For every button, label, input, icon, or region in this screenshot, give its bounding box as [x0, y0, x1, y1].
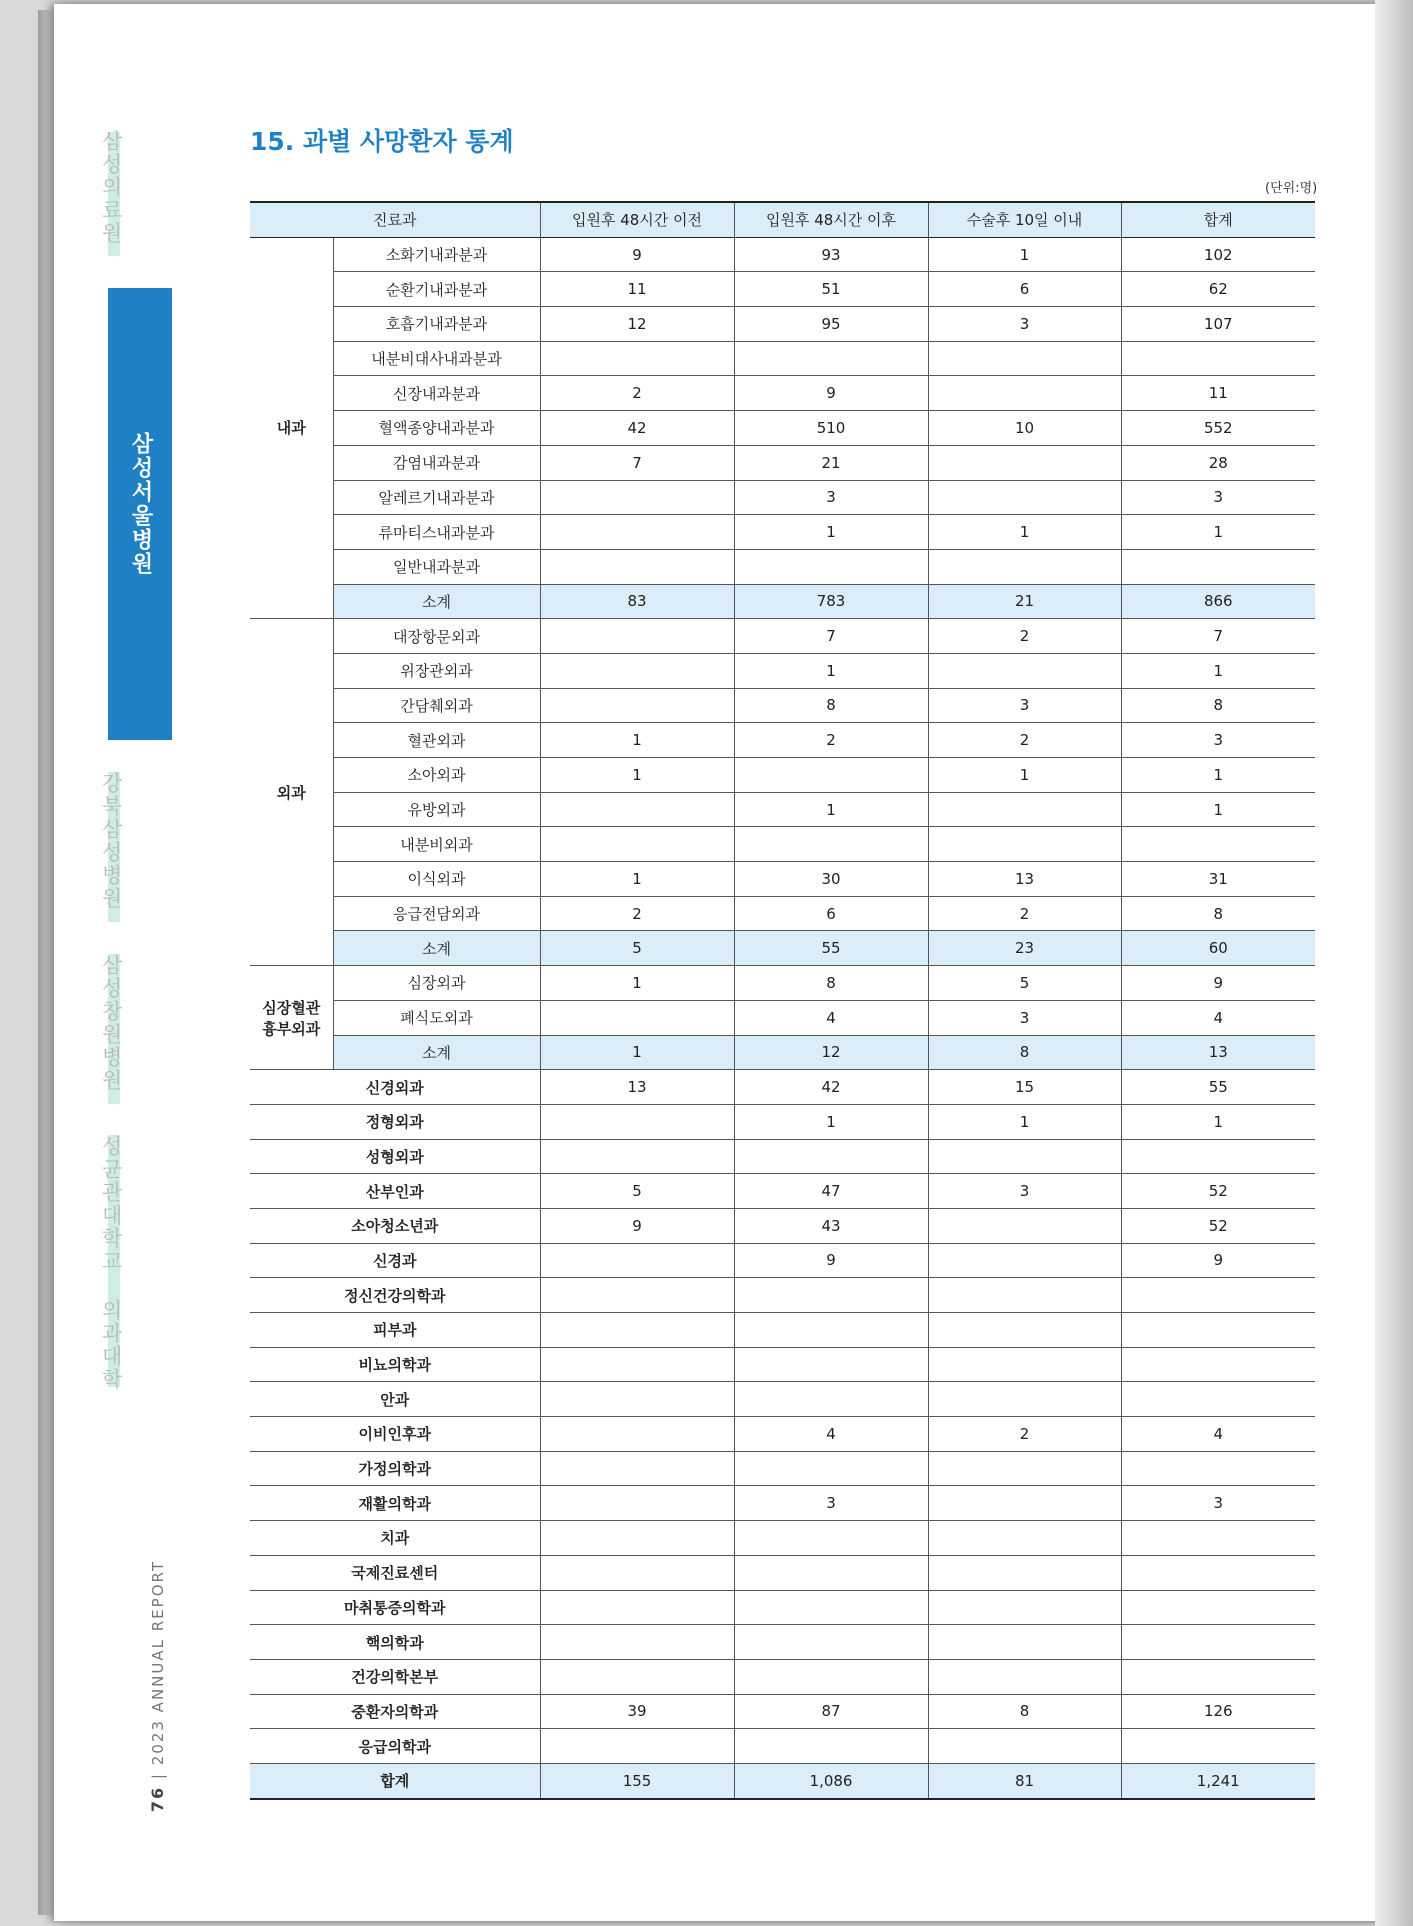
department-name: 정형외과 — [250, 1104, 540, 1139]
table-row — [250, 862, 1315, 897]
value-within-10d-surgery — [928, 1521, 1121, 1556]
value-after-48h — [734, 549, 928, 584]
department-name: 호흡기내과분과 — [333, 307, 540, 342]
department-name: 응급전담외과 — [333, 896, 540, 931]
value-within-10d-surgery — [928, 792, 1121, 827]
department-name: 위장관외과 — [333, 653, 540, 688]
value-after-48h: 9 — [734, 1243, 928, 1278]
value-total — [1121, 1278, 1315, 1313]
value-before-48h — [540, 1313, 734, 1348]
table-row — [250, 515, 1315, 550]
table-row — [250, 1417, 1315, 1452]
value-within-10d-surgery: 6 — [928, 272, 1121, 307]
sidebar-item-skku-medicine[interactable]: 성균관대학교 의과대학 — [99, 1135, 123, 1391]
value-after-48h: 93 — [734, 237, 928, 272]
subtotal-row — [250, 931, 1315, 966]
department-name: 류마티스내과분과 — [333, 515, 540, 550]
table-row — [250, 1278, 1315, 1313]
table-row — [250, 1000, 1315, 1035]
department-name: 피부과 — [250, 1313, 540, 1348]
value-total: 8 — [1121, 688, 1315, 723]
value-before-48h — [540, 1382, 734, 1417]
value-total: 107 — [1121, 307, 1315, 342]
value-within-10d-surgery — [928, 653, 1121, 688]
value-before-48h — [540, 653, 734, 688]
department-name: 간담췌외과 — [333, 688, 540, 723]
value-within-10d-surgery — [928, 1451, 1121, 1486]
value-within-10d-surgery: 8 — [928, 1035, 1121, 1070]
table-row — [250, 1590, 1315, 1625]
table-row — [250, 688, 1315, 723]
value-after-48h: 1,086 — [734, 1763, 928, 1798]
table-row — [250, 1347, 1315, 1382]
value-before-48h: 2 — [540, 896, 734, 931]
table-row — [250, 1313, 1315, 1348]
value-within-10d-surgery — [928, 1555, 1121, 1590]
table-header-row — [250, 202, 1315, 237]
department-name: 정신건강의학과 — [250, 1278, 540, 1313]
value-before-48h — [540, 1278, 734, 1313]
value-within-10d-surgery: 15 — [928, 1070, 1121, 1105]
value-before-48h — [540, 1625, 734, 1660]
col-header-before-48h: 입원후 48시간 이전 — [540, 202, 734, 237]
value-total — [1121, 1729, 1315, 1764]
value-total: 9 — [1121, 966, 1315, 1001]
value-total: 3 — [1121, 480, 1315, 515]
value-within-10d-surgery: 23 — [928, 931, 1121, 966]
department-name: 감염내과분과 — [333, 445, 540, 480]
table-row — [250, 1208, 1315, 1243]
table-row — [250, 1694, 1315, 1729]
value-total — [1121, 1625, 1315, 1660]
value-before-48h — [540, 619, 734, 654]
total-label: 합계 — [250, 1763, 540, 1798]
value-before-48h — [540, 1729, 734, 1764]
value-before-48h: 9 — [540, 237, 734, 272]
value-within-10d-surgery: 3 — [928, 1000, 1121, 1035]
department-name: 폐식도외과 — [333, 1000, 540, 1035]
table-row — [250, 653, 1315, 688]
value-total: 1,241 — [1121, 1763, 1315, 1798]
value-total: 13 — [1121, 1035, 1315, 1070]
table-row — [250, 1139, 1315, 1174]
value-total: 60 — [1121, 931, 1315, 966]
value-total: 1 — [1121, 792, 1315, 827]
department-name: 신장내과분과 — [333, 376, 540, 411]
value-total: 62 — [1121, 272, 1315, 307]
table-row — [250, 1729, 1315, 1764]
value-before-48h: 2 — [540, 376, 734, 411]
value-within-10d-surgery: 3 — [928, 688, 1121, 723]
value-before-48h: 1 — [540, 862, 734, 897]
value-before-48h: 1 — [540, 758, 734, 793]
value-before-48h — [540, 1139, 734, 1174]
table-row — [250, 1451, 1315, 1486]
value-before-48h: 155 — [540, 1763, 734, 1798]
department-name: 가정의학과 — [250, 1451, 540, 1486]
value-before-48h — [540, 1659, 734, 1694]
value-before-48h — [540, 480, 734, 515]
value-after-48h — [734, 827, 928, 862]
value-after-48h: 1 — [734, 653, 928, 688]
value-before-48h — [540, 1243, 734, 1278]
value-before-48h: 83 — [540, 584, 734, 619]
value-total — [1121, 1555, 1315, 1590]
value-total — [1121, 1313, 1315, 1348]
value-before-48h: 12 — [540, 307, 734, 342]
value-after-48h: 1 — [734, 792, 928, 827]
value-before-48h: 13 — [540, 1070, 734, 1105]
value-within-10d-surgery: 8 — [928, 1694, 1121, 1729]
table-row — [250, 307, 1315, 342]
value-before-48h — [540, 1451, 734, 1486]
department-name: 혈액종양내과분과 — [333, 411, 540, 446]
value-within-10d-surgery: 3 — [928, 1174, 1121, 1209]
value-after-48h — [734, 758, 928, 793]
value-after-48h: 21 — [734, 445, 928, 480]
value-within-10d-surgery: 1 — [928, 237, 1121, 272]
department-name: 이비인후과 — [250, 1417, 540, 1452]
value-within-10d-surgery: 81 — [928, 1763, 1121, 1798]
value-total: 552 — [1121, 411, 1315, 446]
col-header-within-10d-surgery: 수술후 10일 이내 — [928, 202, 1121, 237]
value-within-10d-surgery — [928, 1139, 1121, 1174]
value-after-48h: 1 — [734, 515, 928, 550]
value-within-10d-surgery: 2 — [928, 1417, 1121, 1452]
value-after-48h — [734, 1382, 928, 1417]
department-name: 응급의학과 — [250, 1729, 540, 1764]
death-statistics-table — [250, 201, 1315, 1800]
value-after-48h: 43 — [734, 1208, 928, 1243]
department-name: 순환기내과분과 — [333, 272, 540, 307]
value-total — [1121, 549, 1315, 584]
value-after-48h: 8 — [734, 688, 928, 723]
sidebar-item-samsung-medical-center[interactable]: 삼성의료원 — [99, 130, 123, 245]
value-total: 9 — [1121, 1243, 1315, 1278]
table-row — [250, 549, 1315, 584]
department-name: 심장외과 — [333, 966, 540, 1001]
value-after-48h: 30 — [734, 862, 928, 897]
value-after-48h: 42 — [734, 1070, 928, 1105]
value-after-48h — [734, 1347, 928, 1382]
value-within-10d-surgery — [928, 445, 1121, 480]
department-name: 혈관외과 — [333, 723, 540, 758]
value-before-48h: 1 — [540, 723, 734, 758]
table-row — [250, 341, 1315, 376]
department-name: 핵의학과 — [250, 1625, 540, 1660]
value-before-48h: 1 — [540, 1035, 734, 1070]
value-before-48h — [540, 1590, 734, 1625]
value-after-48h — [734, 1313, 928, 1348]
table-row — [250, 1104, 1315, 1139]
table-row — [250, 896, 1315, 931]
value-within-10d-surgery: 5 — [928, 966, 1121, 1001]
value-after-48h — [734, 341, 928, 376]
value-total: 126 — [1121, 1694, 1315, 1729]
department-name: 산부인과 — [250, 1174, 540, 1209]
page-shadow — [1375, 0, 1413, 1926]
value-after-48h: 55 — [734, 931, 928, 966]
table-row — [250, 1243, 1315, 1278]
value-before-48h: 11 — [540, 272, 734, 307]
value-within-10d-surgery: 1 — [928, 515, 1121, 550]
value-within-10d-surgery: 1 — [928, 1104, 1121, 1139]
department-name: 대장항문외과 — [333, 619, 540, 654]
value-before-48h: 39 — [540, 1694, 734, 1729]
value-within-10d-surgery: 13 — [928, 862, 1121, 897]
value-within-10d-surgery — [928, 1382, 1121, 1417]
value-within-10d-surgery — [928, 341, 1121, 376]
department-name: 내분비외과 — [333, 827, 540, 862]
value-after-48h: 9 — [734, 376, 928, 411]
department-name: 중환자의학과 — [250, 1694, 540, 1729]
value-total: 11 — [1121, 376, 1315, 411]
value-after-48h: 87 — [734, 1694, 928, 1729]
value-total: 4 — [1121, 1000, 1315, 1035]
sidebar-item-samsung-changwon-hospital[interactable]: 삼성창원병원 — [99, 954, 123, 1092]
value-before-48h — [540, 1486, 734, 1521]
table-row — [250, 272, 1315, 307]
value-before-48h — [540, 1000, 734, 1035]
department-name: 마취통증의학과 — [250, 1590, 540, 1625]
value-after-48h: 51 — [734, 272, 928, 307]
value-before-48h: 5 — [540, 1174, 734, 1209]
value-after-48h: 1 — [734, 1104, 928, 1139]
annual-report-footer — [148, 1560, 167, 1812]
value-after-48h: 6 — [734, 896, 928, 931]
unit-label: (단위:명) — [1265, 181, 1318, 196]
value-before-48h — [540, 1555, 734, 1590]
value-total: 1 — [1121, 1104, 1315, 1139]
department-name: 신경외과 — [250, 1070, 540, 1105]
value-total — [1121, 1659, 1315, 1694]
value-total: 4 — [1121, 1417, 1315, 1452]
value-within-10d-surgery: 3 — [928, 307, 1121, 342]
value-total: 3 — [1121, 1486, 1315, 1521]
value-before-48h — [540, 1104, 734, 1139]
value-after-48h: 47 — [734, 1174, 928, 1209]
table-row — [250, 758, 1315, 793]
value-within-10d-surgery — [928, 1590, 1121, 1625]
value-after-48h — [734, 1625, 928, 1660]
value-total — [1121, 1347, 1315, 1382]
value-total: 55 — [1121, 1070, 1315, 1105]
value-total: 8 — [1121, 896, 1315, 931]
value-total: 1 — [1121, 758, 1315, 793]
table-row — [250, 619, 1315, 654]
group-label: 심장혈관 흉부외과 — [250, 966, 333, 1070]
value-after-48h: 95 — [734, 307, 928, 342]
table-body — [250, 237, 1315, 1798]
value-after-48h — [734, 1659, 928, 1694]
table-row — [250, 411, 1315, 446]
subtotal-label: 소계 — [333, 1035, 540, 1070]
value-before-48h — [540, 1521, 734, 1556]
subtotal-row — [250, 1035, 1315, 1070]
value-before-48h: 9 — [540, 1208, 734, 1243]
value-before-48h: 7 — [540, 445, 734, 480]
value-after-48h: 3 — [734, 480, 928, 515]
value-total: 52 — [1121, 1208, 1315, 1243]
value-within-10d-surgery — [928, 1659, 1121, 1694]
col-header-after-48h: 입원후 48시간 이후 — [734, 202, 928, 237]
col-header-total: 합계 — [1121, 202, 1315, 237]
department-name: 성형외과 — [250, 1139, 540, 1174]
value-after-48h — [734, 1451, 928, 1486]
department-name: 이식외과 — [333, 862, 540, 897]
table-row — [250, 1174, 1315, 1209]
table-row — [250, 723, 1315, 758]
value-after-48h — [734, 1555, 928, 1590]
value-within-10d-surgery — [928, 1313, 1121, 1348]
value-within-10d-surgery — [928, 376, 1121, 411]
department-name: 재활의학과 — [250, 1486, 540, 1521]
value-before-48h — [540, 792, 734, 827]
group-label: 내과 — [250, 237, 333, 619]
table-row — [250, 827, 1315, 862]
value-total: 7 — [1121, 619, 1315, 654]
total-row — [250, 1763, 1315, 1798]
value-within-10d-surgery — [928, 827, 1121, 862]
value-total — [1121, 1521, 1315, 1556]
value-within-10d-surgery: 2 — [928, 619, 1121, 654]
subtotal-label: 소계 — [333, 931, 540, 966]
department-name: 알레르기내과분과 — [333, 480, 540, 515]
sidebar-item-kangbuk-samsung-hospital[interactable]: 강북삼성병원 — [99, 772, 123, 910]
value-before-48h — [540, 1347, 734, 1382]
value-within-10d-surgery — [928, 1625, 1121, 1660]
value-within-10d-surgery — [928, 480, 1121, 515]
value-total: 1 — [1121, 515, 1315, 550]
value-after-48h: 2 — [734, 723, 928, 758]
value-within-10d-surgery — [928, 1243, 1121, 1278]
table-row — [250, 1521, 1315, 1556]
value-total — [1121, 1451, 1315, 1486]
value-before-48h: 42 — [540, 411, 734, 446]
department-name: 안과 — [250, 1382, 540, 1417]
table-row — [250, 445, 1315, 480]
report-label: | 2023 ANNUAL REPORT — [149, 1560, 167, 1780]
value-after-48h: 4 — [734, 1000, 928, 1035]
department-name: 비뇨의학과 — [250, 1347, 540, 1382]
table-row — [250, 480, 1315, 515]
value-before-48h: 5 — [540, 931, 734, 966]
value-total: 28 — [1121, 445, 1315, 480]
value-total — [1121, 1139, 1315, 1174]
value-before-48h — [540, 827, 734, 862]
department-name: 내분비대사내과분과 — [333, 341, 540, 376]
value-total — [1121, 341, 1315, 376]
value-after-48h: 4 — [734, 1417, 928, 1452]
table-row — [250, 237, 1315, 272]
subtotal-row — [250, 584, 1315, 619]
table-row — [250, 1659, 1315, 1694]
department-name: 소아청소년과 — [250, 1208, 540, 1243]
department-name: 국제진료센터 — [250, 1555, 540, 1590]
value-after-48h: 7 — [734, 619, 928, 654]
value-before-48h — [540, 341, 734, 376]
value-total — [1121, 1590, 1315, 1625]
department-name: 일반내과분과 — [333, 549, 540, 584]
value-after-48h — [734, 1729, 928, 1764]
value-within-10d-surgery: 21 — [928, 584, 1121, 619]
value-total: 3 — [1121, 723, 1315, 758]
value-total: 1 — [1121, 653, 1315, 688]
group-label: 외과 — [250, 619, 333, 966]
value-after-48h: 510 — [734, 411, 928, 446]
value-total: 866 — [1121, 584, 1315, 619]
sidebar-item-samsung-seoul-hospital[interactable]: 삼성서울병원 — [128, 432, 153, 576]
value-before-48h — [540, 1417, 734, 1452]
col-header-department: 진료과 — [250, 202, 540, 237]
value-total: 31 — [1121, 862, 1315, 897]
value-within-10d-surgery — [928, 1278, 1121, 1313]
page-number: 76 — [148, 1785, 167, 1813]
value-before-48h — [540, 515, 734, 550]
value-total — [1121, 1382, 1315, 1417]
value-within-10d-surgery: 10 — [928, 411, 1121, 446]
value-within-10d-surgery: 2 — [928, 723, 1121, 758]
subtotal-label: 소계 — [333, 584, 540, 619]
value-within-10d-surgery — [928, 1208, 1121, 1243]
department-name: 소화기내과분과 — [333, 237, 540, 272]
value-within-10d-surgery: 2 — [928, 896, 1121, 931]
value-before-48h: 1 — [540, 966, 734, 1001]
table-row — [250, 1555, 1315, 1590]
value-before-48h — [540, 688, 734, 723]
value-after-48h: 783 — [734, 584, 928, 619]
page-title: 15. 과별 사망환자 통계 — [250, 127, 514, 156]
value-within-10d-surgery — [928, 1486, 1121, 1521]
value-within-10d-surgery — [928, 1729, 1121, 1764]
value-within-10d-surgery — [928, 549, 1121, 584]
value-after-48h: 12 — [734, 1035, 928, 1070]
table-row — [250, 1382, 1315, 1417]
value-after-48h — [734, 1590, 928, 1625]
value-total: 52 — [1121, 1174, 1315, 1209]
value-total — [1121, 827, 1315, 862]
value-total: 102 — [1121, 237, 1315, 272]
value-after-48h: 8 — [734, 966, 928, 1001]
table-row — [250, 376, 1315, 411]
value-within-10d-surgery: 1 — [928, 758, 1121, 793]
department-name: 소아외과 — [333, 758, 540, 793]
department-name: 건강의학본부 — [250, 1659, 540, 1694]
table-row — [250, 1070, 1315, 1105]
value-after-48h — [734, 1521, 928, 1556]
table-row — [250, 792, 1315, 827]
table-row — [250, 966, 1315, 1001]
department-name: 신경과 — [250, 1243, 540, 1278]
value-after-48h: 3 — [734, 1486, 928, 1521]
department-name: 치과 — [250, 1521, 540, 1556]
table-row — [250, 1625, 1315, 1660]
department-name: 유방외과 — [333, 792, 540, 827]
value-within-10d-surgery — [928, 1347, 1121, 1382]
table-row — [250, 1486, 1315, 1521]
value-after-48h — [734, 1278, 928, 1313]
value-before-48h — [540, 549, 734, 584]
value-after-48h — [734, 1139, 928, 1174]
